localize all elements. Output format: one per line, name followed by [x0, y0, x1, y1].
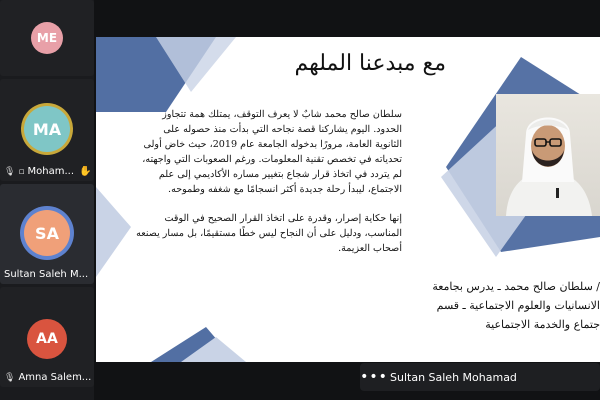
participant-tile-4[interactable] [0, 287, 94, 387]
mic-off-icon: 🎙 [4, 166, 16, 177]
caption-line: / سلطان صالح محمد ـ يدرس بجامعة [432, 280, 600, 293]
participant-tile-3[interactable] [0, 184, 94, 284]
caption-line: جتماع والخدمة الاجتماعية [485, 318, 600, 331]
shared-slide [96, 37, 600, 362]
slide-caption [426, 277, 600, 334]
presenter-label [360, 363, 600, 391]
slide-paragraph: إنها حكاية إصرار، وقدرة على اتخاذ القرار الصحيح في الوقت المناسب، ودليل على أن النجاح ليس خطًا مستقيمًا، بل مسار يصنعه أصحاب العزيمة. [136, 213, 402, 254]
slide-body [136, 107, 402, 270]
presenter-name: Sultan Saleh Mohamad [390, 370, 517, 384]
raised-hand-icon: ✋ [79, 166, 92, 177]
participant-name-row [4, 372, 92, 383]
participant-avatar: ME [31, 22, 63, 54]
participant-name-row [4, 166, 92, 177]
participant-avatar: AA [27, 319, 67, 359]
participant-avatar: SA [24, 210, 70, 256]
participant-name: Moham... [27, 166, 75, 177]
more-options-icon[interactable]: ••• [360, 369, 388, 385]
participant-avatar: MA [24, 106, 70, 152]
participant-tile-2[interactable] [0, 79, 94, 181]
presenter-photo [496, 94, 600, 216]
camera-off-icon: ▫ [18, 166, 25, 177]
slide-title: مع مبدعنا الملهم [294, 51, 446, 76]
mic-off-icon: 🎙 [4, 372, 16, 383]
participant-strip [0, 0, 94, 400]
participant-name: Sultan Saleh M... [4, 269, 89, 280]
participant-tile-1[interactable] [0, 0, 94, 76]
participant-name-row [4, 269, 92, 280]
caption-line: الانسانيات والعلوم الاجتماعية ـ قسم [436, 299, 600, 312]
participant-name: Amna Salem... [18, 372, 92, 383]
slide-paragraph: سلطان صالح محمد شابٌ لا يعرف التوقف، يمتلك همة تتجاوز الحدود. اليوم يشاركنا قصة نجاحه التي بدأت منذ حصوله على الثانوية العامة، مرورًا بدخوله الجامعة عام 2019، حيث خاض أولى تحدياته في تخصص تقنية المعلومات. ورغم الصعوبات التي واجهته، لم يتردد في اتخاذ قرار شجاع بتغيير مساره الأكاديمي إلى علم الاجتماع، ليبدأ رحلة جديدة أكثر انسجامًا مع شغفه وطموحه. [142, 109, 402, 195]
